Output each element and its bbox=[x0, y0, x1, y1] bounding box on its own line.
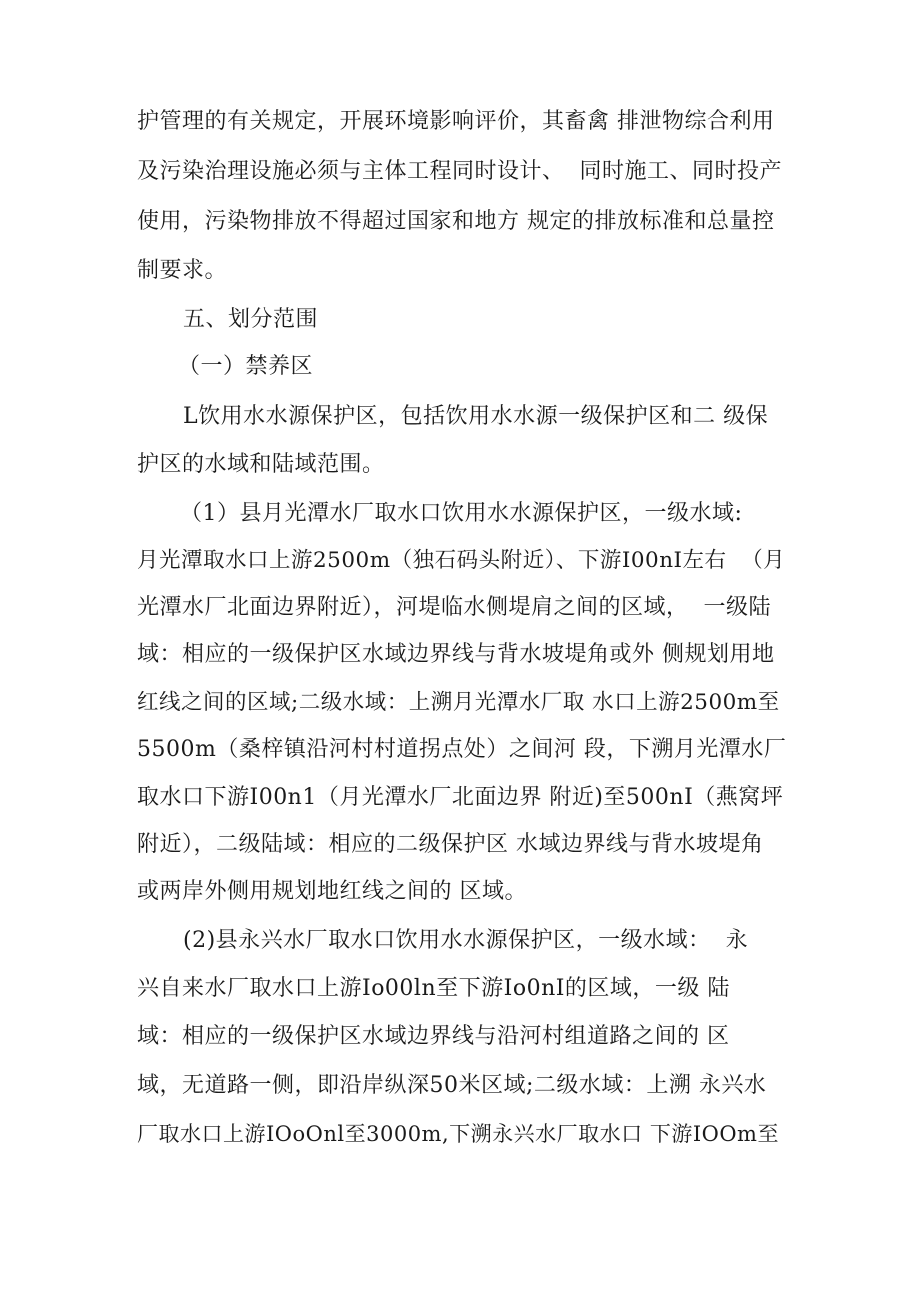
text-line: 域：相应的一级保护区水域边界线与背水坡堤角或外 侧规划用地 bbox=[137, 642, 775, 667]
text-line: 光潭水厂北面边界附近），河堤临水侧堤肩之间的区域， 一级陆 bbox=[137, 595, 771, 620]
text-line: 月光潭取水口上游2500m（独石码头附近）、下游I00nI左右 （月 bbox=[137, 548, 786, 573]
text-line: 附近），二级陆域：相应的二级保护区 水域边界线与背水坡堤角 bbox=[137, 832, 764, 857]
text-line: (2)县永兴水厂取水口饮用水水源保护区，一级水域： 永 bbox=[183, 928, 749, 953]
text-line: 及污染治理设施必须与主体工程同时设计、 同时施工、同时投产 bbox=[137, 159, 782, 184]
text-line: 域：相应的一级保护区水域边界线与沿河村组道路之间的 区 bbox=[137, 1024, 730, 1049]
text-line: 护管理的有关规定，开展环境影响评价，其畜禽 排泄物综合利用 bbox=[137, 109, 775, 134]
section-heading: 五、划分范围 bbox=[183, 307, 319, 332]
text-line: 制要求。 bbox=[137, 258, 228, 283]
text-line: 兴自来水厂取水口上游Io00ln至下游Io0nI的区域，一级 陆 bbox=[137, 976, 730, 1001]
text-line: 护区的水域和陆域范围。 bbox=[137, 452, 385, 477]
text-line: 域，无道路一侧，即沿岸纵深50米区域;二级水域：上溯 永兴水 bbox=[137, 1073, 767, 1098]
subsection-heading: （一）禁养区 bbox=[178, 354, 314, 379]
text-line: 或两岸外侧用规划地红线之间的 区域。 bbox=[137, 879, 527, 904]
text-line: 红线之间的区域;二级水域：上溯月光潭水厂取 水口上游2500m至 bbox=[137, 690, 780, 715]
text-line: 5500m（桑梓镇沿河村村道拐点处）之间河 段，下溯月光潭水厂 bbox=[137, 737, 787, 762]
text-line: 使用，污染物排放不得超过国家和地方 规定的排放标准和总量控 bbox=[137, 209, 775, 234]
text-line: 取水口下游I00n1（月光潭水厂北面边界 附近)至500nI（燕窝坪 bbox=[137, 785, 784, 810]
text-line: 厂取水口上游IOoOnl至3000m,下溯永兴水厂取水口 下游IOOm至 bbox=[137, 1122, 779, 1146]
text-line: L饮用水水源保护区，包括饮用水水源一级保护区和二 级保 bbox=[183, 404, 769, 429]
text-line: （1）县月光潭水厂取水口饮用水水源保护区，一级水域: bbox=[180, 501, 743, 526]
